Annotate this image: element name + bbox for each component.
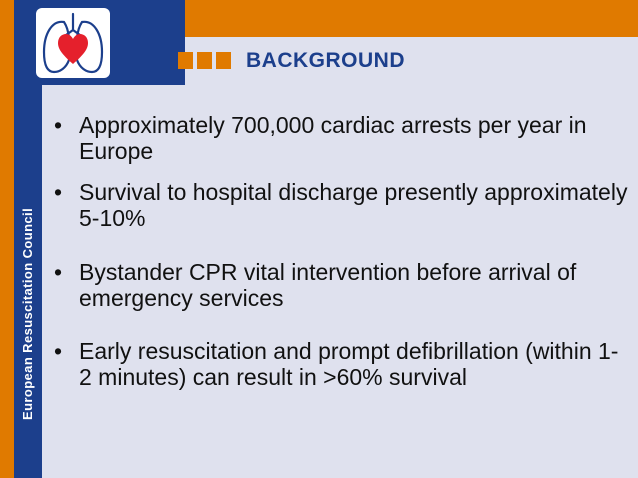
- bullet-text: Bystander CPR vital intervention before arrival of emergency services: [79, 259, 577, 311]
- bullet-text: Early resuscitation and prompt defibrillation (within 1-2 minutes) can result in >60% survival: [79, 338, 619, 390]
- page-title: BACKGROUND: [246, 49, 405, 72]
- lungs-heart-icon: [36, 8, 110, 78]
- bullet-text: Approximately 700,000 cardiac arrests per year in Europe: [79, 112, 587, 164]
- decor-square: [216, 52, 231, 69]
- bullet-item: [54, 338, 629, 390]
- bullet-dot: •: [54, 112, 63, 138]
- left-accent-stripe: [0, 0, 14, 478]
- bullet-item: [54, 179, 629, 231]
- bullet-dot: •: [54, 179, 63, 205]
- bullet-item: [54, 112, 629, 164]
- bullet-dot: •: [54, 338, 63, 364]
- decor-square: [178, 52, 193, 69]
- erc-logo: [36, 8, 110, 78]
- bullet-item: [54, 259, 629, 311]
- organization-name: European Resuscitation Council: [20, 207, 35, 420]
- bullet-text: Survival to hospital discharge presently approximately 5-10%: [79, 179, 628, 231]
- bullet-dot: •: [54, 259, 63, 285]
- top-accent-bar: [184, 0, 638, 37]
- decor-square: [197, 52, 212, 69]
